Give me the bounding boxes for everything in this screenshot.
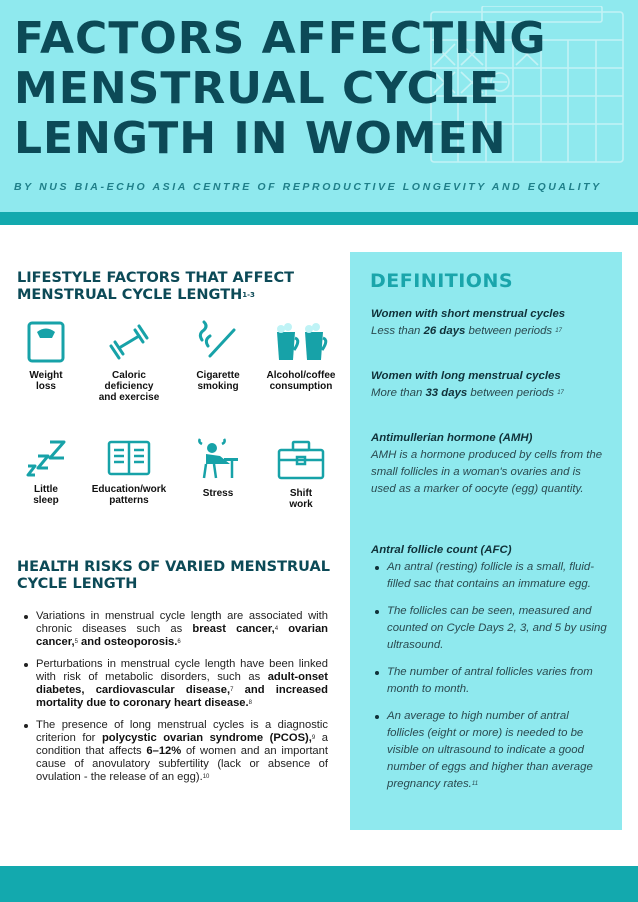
factor-caloric-deficiency: Caloric deficiency and exercise xyxy=(87,320,171,403)
definitions-panel xyxy=(350,252,622,830)
list-item: An average to high number of antral follicles (eight or more) is needed to be visible on ultrasound to indicate a good number of eggs and higher than average pregnancy rates.$^{11}$ xyxy=(371,708,607,793)
dumbbell-icon xyxy=(105,320,153,364)
mugs-icon xyxy=(271,320,331,364)
header-band xyxy=(0,212,638,225)
factor-little-sleep: Little sleep xyxy=(4,438,88,506)
factor-cigarette-smoking: Cigarette smoking xyxy=(176,320,260,392)
definition-afc: Antral follicle count (AFC) An antral (resting) follicle is a small, fluid-filled sac that contains an immature egg. The follicles can be seen, measured and counted on Cycle Days 2, 3, and 5 by using ultrasound. The number of antral follicles varies from month to month. An average to high number of antral follicles (eight or more) is needed to be visible on ultrasound to indicate a good number of eggs and higher than average pregnancy rates.$^{11}$ xyxy=(371,542,607,803)
lifestyle-factors xyxy=(14,320,344,520)
list-item: Variations in menstrual cycle length are associated with chronic diseases such as breast cancer,$^4$ ovarian cancer,$^5$ and osteoporosis.$^6$ xyxy=(22,610,328,649)
health-risks-list xyxy=(22,610,328,793)
header-banner xyxy=(0,0,638,212)
factor-alcohol-coffee: Alcohol/coffee consumption xyxy=(259,320,343,392)
definition-short-cycle: Women with short menstrual cycles Less than 26 days between periods $^{17}$ xyxy=(371,308,566,337)
footer-band xyxy=(0,866,638,902)
byline: BY NUS BIA-ECHO ASIA CENTRE OF REPRODUCTIVE LONGEVITY AND EQUALITY xyxy=(14,181,602,193)
definitions-heading: DEFINITIONS xyxy=(370,270,514,292)
briefcase-icon xyxy=(275,438,327,482)
factor-shift-work: Shift work xyxy=(259,438,343,510)
list-item: The presence of long menstrual cycles is a diagnostic criterion for polycystic ovarian syndrome (PCOS),$^9$ a condition that affects 6–12% of women and an important cause of anovulatory subfertility (lack or absence of ovulation - the release of an egg).$^{10}$ xyxy=(22,719,328,784)
lifestyle-heading: LIFESTYLE FACTORS THAT AFFECT MENSTRUAL CYCLE LENGTH$^{1-3}$ xyxy=(17,270,294,303)
sleep-icon xyxy=(24,438,68,478)
book-icon xyxy=(105,438,153,478)
factor-stress: Stress xyxy=(176,438,260,499)
health-risks-heading: HEALTH RISKS OF VARIED MENSTRUAL CYCLE LENGTH xyxy=(17,559,330,592)
definition-amh: Antimullerian hormone (AMH) AMH is a hormone produced by cells from the small follicles in a woman's ovaries and is used as a marker of oocyte (egg) quantity. xyxy=(371,432,603,495)
list-item: An antral (resting) follicle is a small, fluid-filled sac that contains an immature egg. xyxy=(371,559,607,593)
scale-icon xyxy=(26,320,66,364)
stress-icon xyxy=(194,438,242,482)
definition-long-cycle: Women with long menstrual cycles More than 33 days between periods $^{17}$ xyxy=(371,370,564,399)
factor-education-work: Education/work patterns xyxy=(87,438,171,506)
list-item: The follicles can be seen, measured and counted on Cycle Days 2, 3, and 5 by using ultrasound. xyxy=(371,603,607,654)
list-item: The number of antral follicles varies from month to month. xyxy=(371,664,607,698)
list-item: Perturbations in menstrual cycle length have been linked with risk of metabolic disorders, such as adult-onset diabetes, cardiovascular disease,$^7$ and increased mortality due to coronary heart disease.$^8$ xyxy=(22,658,328,710)
cigarette-icon xyxy=(194,320,242,364)
factor-weight-loss: Weight loss xyxy=(4,320,88,392)
page-title: FACTORS AFFECTING MENSTRUAL CYCLE LENGTH IN WOMEN xyxy=(14,13,547,164)
